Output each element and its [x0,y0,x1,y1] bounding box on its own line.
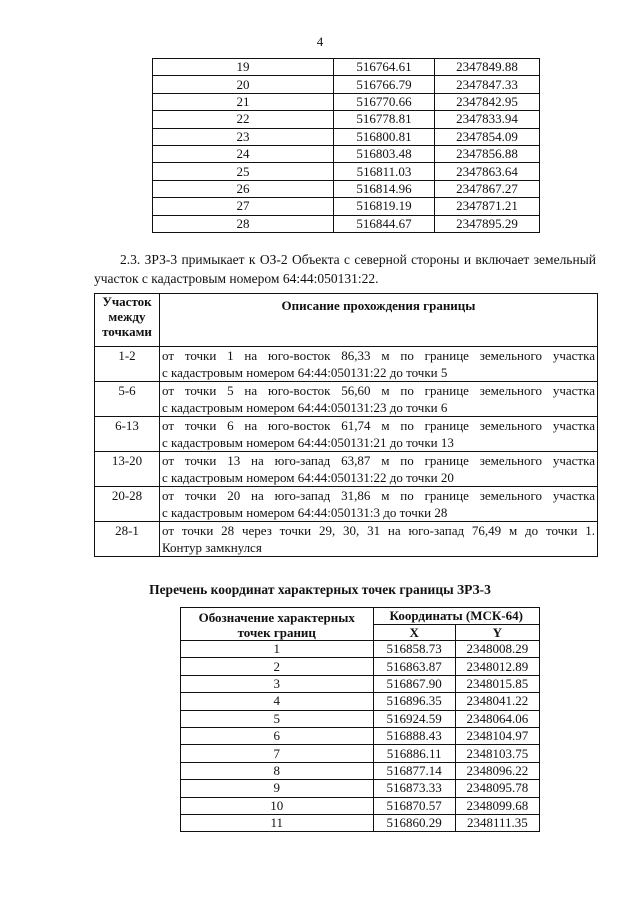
coord-y: 2347871.21 [435,198,540,215]
coord-x: 516877.14 [373,762,455,779]
zrz3-coordinates-table [180,607,540,832]
coord-y: 2348041.22 [455,693,539,710]
table-row [95,522,598,557]
segment-cell: 28-1 [95,522,160,557]
coord-x: 516867.90 [373,675,455,692]
point-number: 20 [153,76,334,93]
table-row [153,111,540,128]
segment-cell: 6-13 [95,417,160,452]
point-number: 11 [181,814,374,831]
table-row [153,180,540,197]
coord-x: 516844.67 [334,215,435,232]
description-line-2: с кадастровым номером 64:44:050131:3 до точки 28 [162,505,448,520]
description-cell [160,417,598,452]
description-line-1: от точки 6 на юго-восток 61,74 м по границе земельного участка [162,418,595,433]
table-row [95,347,598,382]
description-cell [160,487,598,522]
point-number: 22 [153,111,334,128]
point-number: 23 [153,128,334,145]
coord-x: 516888.43 [373,727,455,744]
x-header: X [373,624,455,641]
segment-cell: 1-2 [95,347,160,382]
coord-y: 2347867.27 [435,180,540,197]
coord-x: 516819.19 [334,198,435,215]
coordinates-table-continued [152,58,540,233]
coord-x: 516863.87 [373,658,455,675]
table-row [153,215,540,232]
coord-x: 516811.03 [334,163,435,180]
table-row [181,710,540,727]
coord-y: 2348008.29 [455,641,539,658]
point-number: 10 [181,797,374,814]
point-number: 19 [153,59,334,76]
coord-y: 2348095.78 [455,780,539,797]
description-line-2: с кадастровым номером 64:44:050131:22 до точки 5 [162,365,448,380]
boundary-description-table [94,293,598,557]
segment-header: Участок между точками [95,294,160,347]
coord-y: 2348064.06 [455,710,539,727]
coord-x: 516896.35 [373,693,455,710]
table-row [181,658,540,675]
coord-x: 516924.59 [373,710,455,727]
description-line-2: с кадастровым номером 64:44:050131:21 до точки 13 [162,435,454,450]
coord-y: 2348111.35 [455,814,539,831]
point-number: 8 [181,762,374,779]
point-number: 26 [153,180,334,197]
description-line-2: с кадастровым номером 64:44:050131:23 до точки 6 [162,400,448,415]
coord-y: 2347895.29 [435,215,540,232]
coordinates-table-body [153,59,540,233]
point-number: 28 [153,215,334,232]
coord-y: 2347856.88 [435,145,540,162]
table-row [95,452,598,487]
point-number: 5 [181,710,374,727]
coord-x: 516764.61 [334,59,435,76]
coord-x: 516803.48 [334,145,435,162]
description-cell [160,382,598,417]
description-header: Описание прохождения границы [160,294,598,347]
description-cell [160,522,598,557]
table-row [181,797,540,814]
table-row [181,745,540,762]
point-number: 7 [181,745,374,762]
coord-y: 2347863.64 [435,163,540,180]
segment-cell: 13-20 [95,452,160,487]
point-number: 9 [181,780,374,797]
coord-x: 516858.73 [373,641,455,658]
point-number: 1 [181,641,374,658]
description-line-1: от точки 5 на юго-восток 56,60 м по границе земельного участка [162,383,595,398]
description-line-1: от точки 13 на юго-запад 63,87 м по границе земельного участка [162,453,595,468]
table-row [181,675,540,692]
page-number: 4 [316,34,324,49]
description-line-1: от точки 20 на юго-запад 31,86 м по границе земельного участка [162,488,595,503]
coord-x: 516770.66 [334,93,435,110]
coord-x: 516766.79 [334,76,435,93]
coord-y: 2347854.09 [435,128,540,145]
description-cell [160,452,598,487]
coord-x: 516860.29 [373,814,455,831]
coord-x: 516800.81 [334,128,435,145]
coord-y: 2348015.85 [455,675,539,692]
point-number: 27 [153,198,334,215]
description-line-1: от точки 1 на юго-восток 86,33 м по границе земельного участка [162,348,595,363]
coord-y: 2348099.68 [455,797,539,814]
coord-y: 2348104.97 [455,727,539,744]
point-number: 3 [181,675,374,692]
coord-y: 2348103.75 [455,745,539,762]
coord-y: 2348012.89 [455,658,539,675]
description-line-2: Контур замкнулся [162,540,262,555]
point-number: 21 [153,93,334,110]
point-number: 24 [153,145,334,162]
description-line-2: с кадастровым номером 64:44:050131:22 до точки 20 [162,470,454,485]
description-line-1: от точки 28 через точки 29, 30, 31 на юго-запад 76,49 м до точки 1. [162,523,595,538]
coord-y: 2347833.94 [435,111,540,128]
coord-y: 2347849.88 [435,59,540,76]
table-row [153,76,540,93]
table-row [153,128,540,145]
table-row [153,145,540,162]
point-number: 2 [181,658,374,675]
table-row [181,727,540,744]
description-cell [160,347,598,382]
coordinates-header: Координаты (МСК-64) [373,608,539,625]
coordinates-heading: Перечень координат характерных точек границы ЗРЗ-3 [149,582,491,597]
coord-x: 516873.33 [373,780,455,797]
table-row [153,93,540,110]
table-row [181,814,540,831]
y-header: Y [455,624,539,641]
table-row [153,59,540,76]
table-row [181,641,540,658]
table-row [95,487,598,522]
table-row [95,382,598,417]
table-row [95,417,598,452]
section-paragraph: 2.3. ЗРЗ-3 примыкает к ОЗ-2 Объекта с северной стороны и включает земельный участок с кадастровым номером 64:44:050131:22. [94,252,596,286]
point-name-header: Обозначение характерных точек границ [181,608,374,641]
coord-y: 2347847.33 [435,76,540,93]
segment-cell: 5-6 [95,382,160,417]
segment-cell: 20-28 [95,487,160,522]
coord-x: 516778.81 [334,111,435,128]
coord-y: 2348096.22 [455,762,539,779]
point-number: 4 [181,693,374,710]
table-row [181,762,540,779]
point-number: 25 [153,163,334,180]
table-row [181,780,540,797]
table-row [181,693,540,710]
table-row [153,198,540,215]
coord-x: 516886.11 [373,745,455,762]
point-number: 6 [181,727,374,744]
coord-x: 516870.57 [373,797,455,814]
coord-y: 2347842.95 [435,93,540,110]
table-row [153,163,540,180]
coord-x: 516814.96 [334,180,435,197]
